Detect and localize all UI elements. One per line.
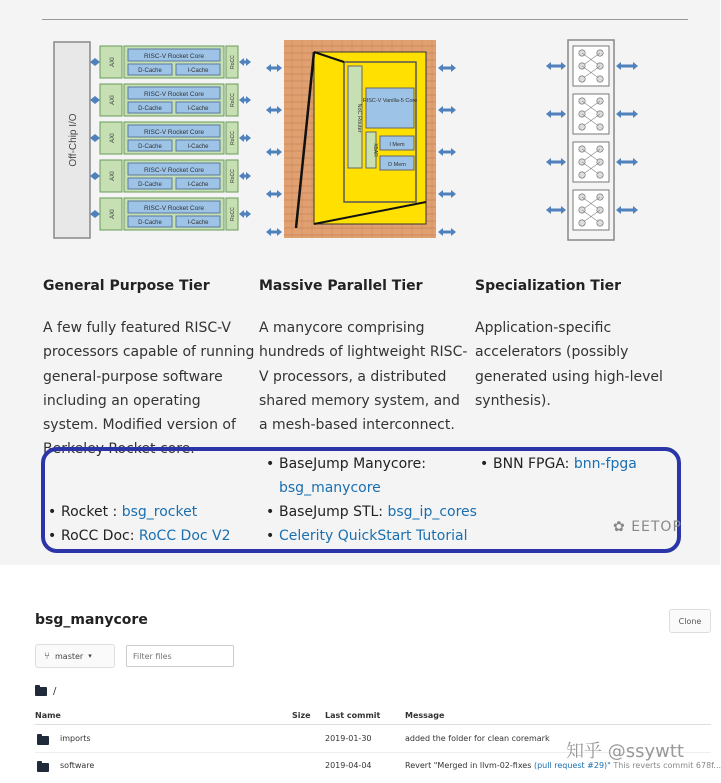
double-arrow-icon [90, 58, 100, 66]
dcache-label: D-Cache [138, 144, 162, 150]
off-chip-io-label: Off-Chip I/O [68, 113, 79, 167]
double-arrow-icon [546, 158, 566, 166]
axi-label: AXI [110, 95, 116, 105]
header-divider [35, 724, 711, 725]
double-arrow-icon [616, 206, 638, 214]
vanilla-core-label: RISC-V Vanilla-5 Core [362, 98, 418, 104]
double-arrow-icon [90, 210, 100, 218]
rocket-core-label: RISC-V Rocket Core [144, 167, 204, 174]
tier-title-parallel: Massive Parallel Tier [259, 278, 423, 294]
double-arrow-icon [239, 58, 251, 66]
icache-label: I-Cache [187, 106, 209, 112]
root-path [35, 686, 56, 697]
double-arrow-icon [438, 106, 456, 114]
node-dot [597, 124, 603, 130]
icache-label: I-Cache [187, 182, 209, 188]
axi-label: AXI [110, 171, 116, 181]
icache-label: I-Cache [187, 144, 209, 150]
bnn-fpga-link[interactable]: bnn-fpga [573, 456, 637, 472]
bsg-manycore-link[interactable]: bsg_manycore [279, 480, 381, 496]
branch-selector[interactable] [35, 644, 115, 668]
celerity-tutorial-link[interactable]: Celerity QuickStart Tutorial [279, 528, 468, 544]
double-arrow-icon [438, 64, 456, 72]
node-dot [579, 172, 585, 178]
commit-message: Revert "Merged in llvm-02-fixes (pull request #29)" This reverts commit 678f... [405, 761, 721, 770]
zhihu-watermark: 知乎 @ssywtt [566, 741, 684, 762]
column-header-message[interactable]: Message [405, 711, 445, 720]
accelerator-cell [573, 46, 609, 86]
tier-desc-specialization: Application-specific accelerators (possibly generated using high-level synthesis). [475, 320, 663, 409]
rocc-label: RoCC [230, 55, 236, 69]
node-dot [597, 172, 603, 178]
node-dot [579, 76, 585, 82]
tier-title-specialization: Specialization Tier [475, 278, 622, 294]
commit-date: 2019-04-04 [325, 761, 372, 770]
specialization-tier-diagram [540, 32, 650, 244]
dcache-label: D-Cache [138, 106, 162, 112]
rocket-core-label: RISC-V Rocket Core [144, 91, 204, 98]
eetop-watermark: ✿ EETOP [613, 519, 682, 535]
double-arrow-icon [546, 206, 566, 214]
node-dot [579, 124, 585, 130]
axi-label: AXI [110, 57, 116, 67]
double-arrow-icon [266, 148, 282, 156]
node-dot [597, 220, 603, 226]
double-arrow-icon [546, 110, 566, 118]
double-arrow-icon [438, 190, 456, 198]
double-arrow-icon [616, 62, 638, 70]
rocc-label: RoCC [230, 207, 236, 221]
bsg-rocket-link[interactable]: bsg_rocket [121, 504, 198, 520]
folder-icon [37, 763, 49, 772]
double-arrow-icon [438, 228, 456, 236]
tier-desc-general: A few fully featured RISC-V processors capable of running general-purpose software including an operating system. Modified version of Berkeley Rocket core. [43, 320, 255, 458]
column-header-name[interactable]: Name [35, 711, 61, 720]
dcache-label: D-Cache [138, 182, 162, 188]
divider [42, 19, 688, 20]
accelerator-cell [573, 142, 609, 182]
double-arrow-icon [266, 228, 282, 236]
file-name-link[interactable]: software [60, 761, 95, 770]
branch-name: master [55, 651, 84, 661]
noc-router-label: NoC Router [356, 103, 362, 133]
double-arrow-icon [90, 172, 100, 180]
double-arrow-icon [90, 134, 100, 142]
commit-date: 2019-01-30 [325, 734, 372, 743]
link-item: • RoCC Doc: RoCC Doc V2 [48, 528, 231, 544]
folder-icon [37, 736, 49, 745]
dcache-label: D-Cache [138, 220, 162, 226]
node-dot [597, 76, 603, 82]
highlight-oval [41, 447, 681, 553]
double-arrow-icon [266, 106, 282, 114]
column-header-size[interactable]: Size [292, 711, 311, 720]
link-item: • Celerity QuickStart Tutorial [266, 528, 468, 544]
branch-icon: ⑂ [44, 650, 50, 662]
xbar-label: XBAR [372, 143, 378, 157]
double-arrow-icon [239, 210, 251, 218]
axi-label: AXI [110, 133, 116, 143]
double-arrow-icon [239, 134, 251, 142]
node-dot [579, 220, 585, 226]
double-arrow-icon [266, 190, 282, 198]
dcache-label: D-Cache [138, 68, 162, 74]
clone-button[interactable]: Clone [669, 609, 711, 633]
general-purpose-tier-diagram [52, 32, 252, 244]
tier-title-general: General Purpose Tier [43, 278, 210, 294]
accelerator-cell [573, 190, 609, 230]
double-arrow-icon [90, 96, 100, 104]
vanilla-core-block [366, 88, 414, 128]
double-arrow-icon [239, 172, 251, 180]
accelerator-cell [573, 94, 609, 134]
tier-desc-parallel: A manycore comprising hundreds of lightweight RISC-V processors, a distributed shared memory system, and a mesh-based interconnect. [259, 320, 468, 434]
file-name-link[interactable]: imports [60, 734, 91, 743]
root-path-label: / [53, 686, 57, 697]
folder-icon [35, 687, 47, 696]
link-item: • BaseJump STL: bsg_ip_cores [266, 504, 477, 520]
double-arrow-icon [438, 148, 456, 156]
bsg-ip-cores-link[interactable]: bsg_ip_cores [387, 504, 477, 520]
rocket-core-label: RISC-V Rocket Core [144, 53, 204, 60]
rocket-core-label: RISC-V Rocket Core [144, 129, 204, 136]
imem-label: I Mem [389, 142, 405, 148]
column-header-last-commit[interactable]: Last commit [325, 711, 381, 720]
wechat-icon: ✿ [613, 519, 632, 535]
link-item: • BNN FPGA: bnn-fpga [480, 456, 637, 472]
double-arrow-icon [239, 96, 251, 104]
dmem-label: D Mem [388, 162, 406, 168]
icache-label: I-Cache [187, 220, 209, 226]
double-arrow-icon [616, 158, 638, 166]
link-item: • Rocket : bsg_rocket [48, 504, 198, 520]
rocc-label: RoCC [230, 93, 236, 107]
rocc-doc-link[interactable]: RoCC Doc V2 [138, 528, 231, 544]
double-arrow-icon [546, 62, 566, 70]
massive-parallel-tier-diagram [266, 32, 466, 244]
rocc-label: RoCC [230, 131, 236, 145]
icache-label: I-Cache [187, 68, 209, 74]
commit-message: added the folder for clean coremark [405, 734, 550, 743]
chevron-down-icon: ▾ [88, 652, 92, 660]
repo-title: bsg_manycore [35, 612, 148, 628]
filter-files-input[interactable] [126, 645, 234, 667]
double-arrow-icon [266, 64, 282, 72]
rocc-label: RoCC [230, 169, 236, 183]
axi-label: AXI [110, 209, 116, 219]
double-arrow-icon [616, 110, 638, 118]
link-item: • BaseJump Manycore: [266, 456, 426, 472]
rocket-core-label: RISC-V Rocket Core [144, 205, 204, 212]
pull-request-link[interactable]: (pull request #29)" [533, 761, 611, 770]
